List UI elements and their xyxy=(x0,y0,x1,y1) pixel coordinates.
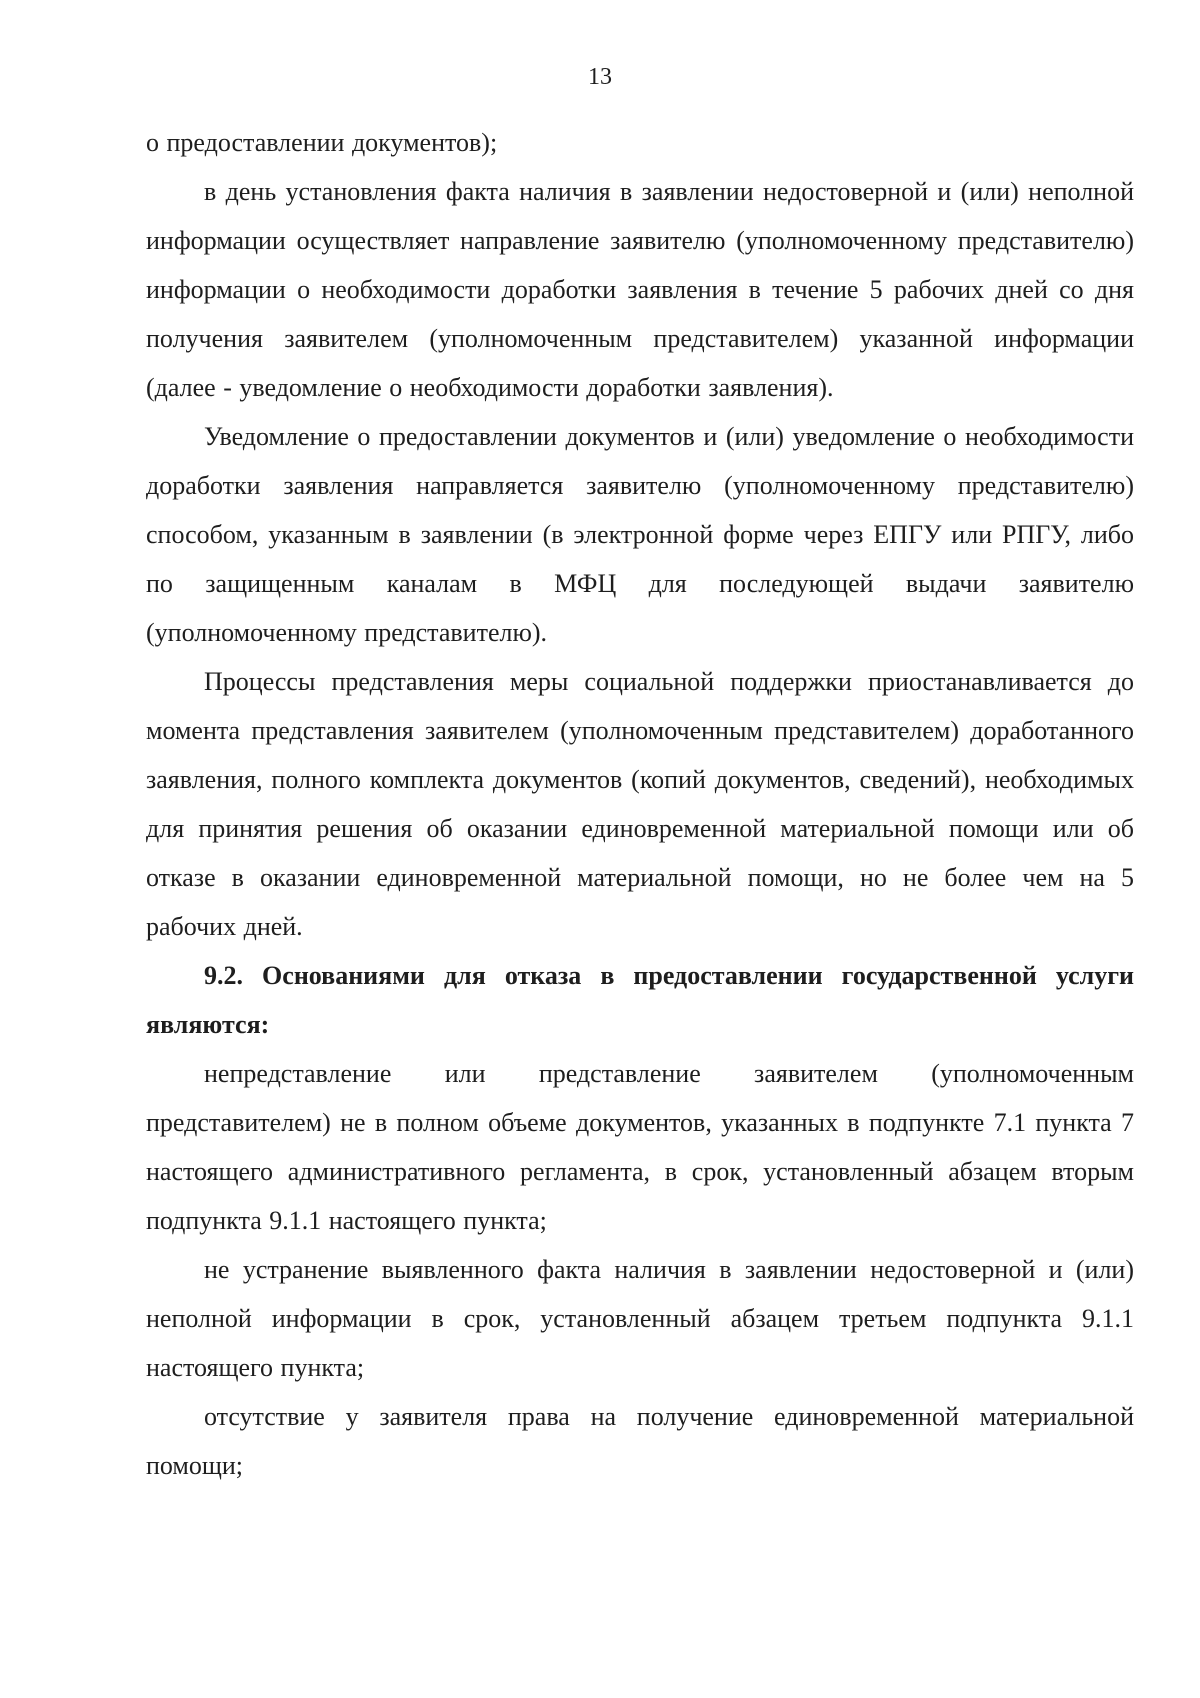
paragraph-clarification-notice: в день установления факта наличия в заявлении недостоверной и (или) неполной информации осуществляет направление заявителю (уполномоченному представителю) информации о необходимости доработки заявления в течение 5 рабочих дней со дня получения заявителем (уполномоченным представителем) указанной информации (далее - уведомление о необходимости доработки заявления). xyxy=(146,177,1134,402)
document-body xyxy=(146,118,1134,1490)
section-heading-refusal-grounds: 9.2. Основаниями для отказа в предоставлении государственной услуги являются: xyxy=(146,961,1134,1039)
paragraph-continuation: о предоставлении документов); xyxy=(146,128,498,157)
paragraph-refusal-ground-1: непредставление или представление заявителем (уполномоченным представителем) не в полном объеме документов, указанных в подпункте 7.1 пункта 7 настоящего административного регламента, в срок, установленный абзацем вторым подпункта 9.1.1 настоящего пункта; xyxy=(146,1059,1134,1235)
page-number: 13 xyxy=(588,64,612,90)
paragraph-notification-delivery: Уведомление о предоставлении документов и (или) уведомление о необходимости доработки заявления направляется заявителю (уполномоченному представителю) способом, указанным в заявлении (в электронной форме через ЕПГУ или РПГУ, либо по защищенным каналам в МФЦ для последующей выдачи заявителю (уполномоченному представителю). xyxy=(146,422,1134,647)
paragraph-suspension: Процессы представления меры социальной поддержки приостанавливается до момента представления заявителем (уполномоченным представителем) доработанного заявления, полного комплекта документов (копий документов, сведений), необходимых для принятия решения об оказании единовременной материальной помощи или об отказе в оказании единовременной материальной помощи, но не более чем на 5 рабочих дней. xyxy=(146,667,1134,941)
paragraph-refusal-ground-3: отсутствие у заявителя права на получение единовременной материальной помощи; xyxy=(146,1402,1134,1480)
paragraph-refusal-ground-2: не устранение выявленного факта наличия в заявлении недостоверной и (или) неполной информации в срок, установленный абзацем третьем подпункта 9.1.1 настоящего пункта; xyxy=(146,1255,1134,1382)
